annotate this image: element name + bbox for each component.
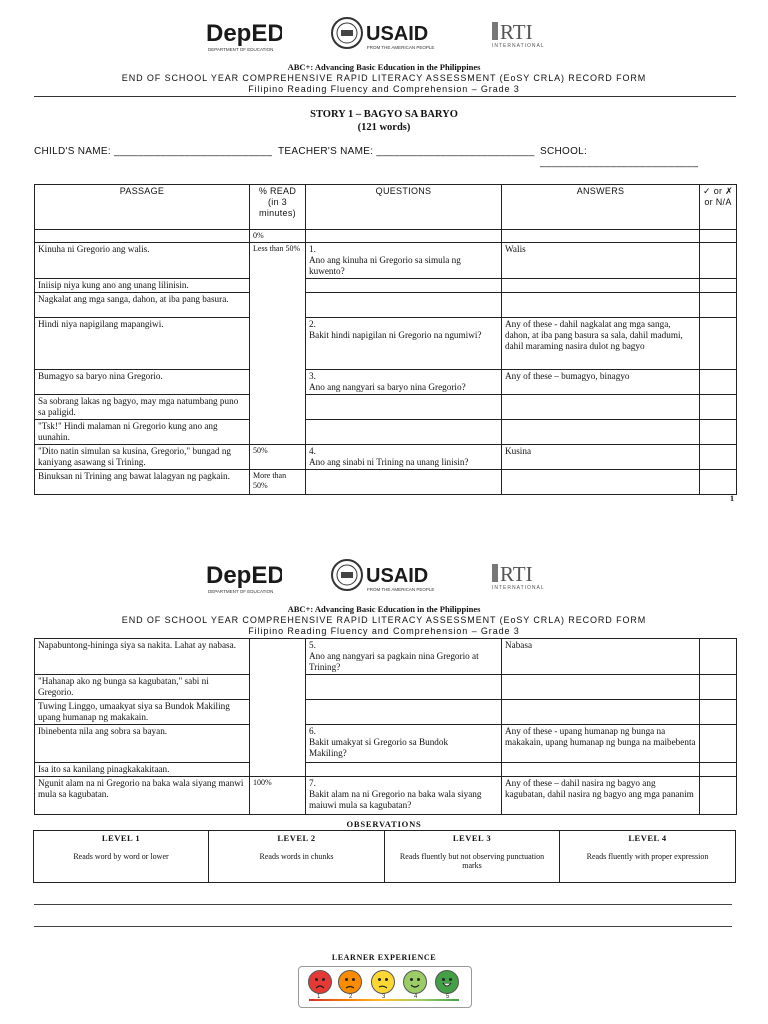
record-table-page2 <box>34 638 737 815</box>
question-cell: 2.Bakit hindi napigilan ni Gregorio na ngumiwi? <box>306 318 502 370</box>
level-2-cell[interactable]: LEVEL 2 Reads words in chunks <box>209 831 385 883</box>
svg-text:USAID: USAID <box>366 23 429 45</box>
passage-line: Ngunit alam na ni Gregorio na baka wala siyang manwi mula sa kagubatan. <box>35 777 250 815</box>
teacher-name-field[interactable]: TEACHER'S NAME: ___________________________ <box>278 146 535 157</box>
mark-cell[interactable] <box>700 318 737 370</box>
scale-label: 4 <box>414 994 418 1000</box>
mark-cell[interactable] <box>700 395 737 420</box>
mark-cell[interactable] <box>700 445 737 470</box>
answer-cell: Any of these – bumagyo, binagyo <box>502 370 700 395</box>
level-3-cell[interactable]: LEVEL 3 Reads fluently but not observing punctuation marks <box>385 831 560 883</box>
passage-line: Bumagyo sa baryo nina Gregorio. <box>35 370 250 395</box>
very-happy-face-icon[interactable] <box>435 970 459 994</box>
neutral-face-icon[interactable] <box>371 970 395 994</box>
mark-cell[interactable] <box>700 675 737 700</box>
passage-line: Iniisip niya kung ano ang unang lilinisin. <box>35 279 250 293</box>
svg-text:INTERNATIONAL: INTERNATIONAL <box>492 585 545 591</box>
svg-text:RTI: RTI <box>500 20 533 44</box>
school-field[interactable]: SCHOOL: ___________________________ <box>540 146 699 168</box>
question-cell: 7.Bakit alam na ni Gregorio na baka wala siyang maiuwi mula sa kagubatan? <box>306 777 502 815</box>
passage-line: "Dito natin simulan sa kusina, Gregorio," bungad ng kaniyang asawang si Trining. <box>35 445 250 470</box>
rti-logo <box>490 14 560 54</box>
svg-text:INTERNATIONAL: INTERNATIONAL <box>492 43 545 49</box>
record-table-page1 <box>34 184 737 495</box>
level-1-cell[interactable]: LEVEL 1 Reads word by word or lower <box>34 831 209 883</box>
mark-cell[interactable] <box>700 370 737 395</box>
learner-experience-scale <box>298 966 472 1008</box>
notes-line[interactable] <box>34 904 732 905</box>
answer-cell: Any of these – dahil nasira ng bagyo ang kagubatan, dahil nasira ng bagyo ang mga pananim <box>502 777 700 815</box>
svg-text:DepED: DepED <box>206 562 282 589</box>
form-title: END OF SCHOOL YEAR COMPREHENSIVE RAPID LITERACY ASSESSMENT (EoSY CRLA) RECORD FORM <box>121 73 647 83</box>
answer-cell: Kusina <box>502 445 700 470</box>
mark-cell[interactable] <box>700 639 737 675</box>
pct-cell: Less than 50% <box>250 243 306 445</box>
col-read-header: % READ (in 3 minutes) <box>250 185 306 230</box>
svg-text:DEPARTMENT OF EDUCATION: DEPARTMENT OF EDUCATION <box>208 589 274 594</box>
page-number: 1 <box>730 494 734 503</box>
passage-line: Hindi niya napigilang mapangiwi. <box>35 318 250 370</box>
program-name: ABC+: Advancing Basic Education in the Philippines <box>287 62 481 72</box>
scale-label: 5 <box>446 994 450 1000</box>
story-title: STORY 1 – BAGYO SA BARYO <box>310 109 458 120</box>
svg-text:USAID: USAID <box>366 565 429 587</box>
mark-cell[interactable] <box>700 763 737 777</box>
svg-text:FROM THE AMERICAN PEOPLE: FROM THE AMERICAN PEOPLE <box>367 587 435 592</box>
pct-cell: More than 50% <box>250 470 306 495</box>
deped-logo <box>206 556 282 596</box>
rti-logo <box>490 556 560 596</box>
svg-text:RTI: RTI <box>500 562 533 586</box>
svg-text:DEPARTMENT OF EDUCATION: DEPARTMENT OF EDUCATION <box>208 47 274 52</box>
pct-cell: 50% <box>250 445 306 470</box>
passage-line: Binuksan ni Trining ang bawat lalagyan ng pagkain. <box>35 470 250 495</box>
scale-label: 3 <box>382 994 386 1000</box>
scale-label: 1 <box>317 994 321 1000</box>
passage-line: "Tsk!" Hindi malaman ni Gregorio kung ano ang uunahin. <box>35 420 250 445</box>
answer-cell: Any of these - upang humanap ng bunga na makakain, upang humanap ng bunga na maibebenta <box>502 725 700 763</box>
form-title: END OF SCHOOL YEAR COMPREHENSIVE RAPID LITERACY ASSESSMENT (EoSY CRLA) RECORD FORM <box>121 615 647 625</box>
pct-cell: 0% <box>250 230 306 243</box>
pct-cell: 100% <box>250 777 306 815</box>
question-cell: 5.Ano ang nangyari sa pagkain nina Gregorio at Trining? <box>306 639 502 675</box>
passage-line: Nagkalat ang mga sanga, dahon, at iba pang basura. <box>35 293 250 318</box>
scale-label: 2 <box>349 994 353 1000</box>
observations-table <box>33 830 736 883</box>
svg-text:FROM THE AMERICAN PEOPLE: FROM THE AMERICAN PEOPLE <box>367 45 435 50</box>
very-sad-face-icon[interactable] <box>308 970 332 994</box>
question-cell: 3.Ano ang nangyari sa baryo nina Gregorio? <box>306 370 502 395</box>
usaid-logo <box>330 14 442 54</box>
form-subtitle: Filipino Reading Fluency and Comprehension – Grade 3 <box>248 84 520 94</box>
child-name-field[interactable]: CHILD'S NAME: ___________________________ <box>34 146 273 157</box>
answer-cell: Any of these - dahil nagkalat ang mga sanga, dahon, at iba pang basura sa sala, dahil madumi, dahil maraming nasira dulot ng bagyo <box>502 318 700 370</box>
passage-line: Isa ito sa kanilang pinagkakakitaan. <box>35 763 250 777</box>
program-name: ABC+: Advancing Basic Education in the Philippines <box>287 604 481 614</box>
happy-face-icon[interactable] <box>403 970 427 994</box>
mark-cell[interactable] <box>700 725 737 763</box>
col-answers-header: ANSWERS <box>502 185 700 230</box>
question-cell: 6.Bakit umakyat si Gregorio sa Bundok Makiling? <box>306 725 502 763</box>
question-cell: 1.Ano ang kinuha ni Gregorio sa simula ng kuwento? <box>306 243 502 279</box>
logo-bar <box>0 556 768 596</box>
passage-line: Ibinebenta nila ang sobra sa bayan. <box>35 725 250 763</box>
mark-cell[interactable] <box>700 243 737 279</box>
header-rule <box>34 96 736 97</box>
passage-line: "Hahanap ako ng bunga sa kagubatan," sabi ni Gregorio. <box>35 675 250 700</box>
level-4-cell[interactable]: LEVEL 4 Reads fluently with proper expression <box>560 831 736 883</box>
passage-line: Kinuha ni Gregorio ang walis. <box>35 243 250 279</box>
mark-cell[interactable] <box>700 700 737 725</box>
logo-bar <box>0 14 768 54</box>
passage-line: Tuwing Linggo, umaakyat siya sa Bundok Makiling upang humanap ng makakain. <box>35 700 250 725</box>
passage-line: Sa sobrang lakas ng bagyo, may mga natumbang puno sa paligid. <box>35 395 250 420</box>
pct-cell <box>250 639 306 777</box>
deped-logo <box>206 14 282 54</box>
answer-cell: Walis <box>502 243 700 279</box>
mark-cell[interactable] <box>700 470 737 495</box>
table-cell <box>35 230 250 243</box>
mark-cell[interactable] <box>700 777 737 815</box>
col-check-header: ✓ or ✗ or N/A <box>700 185 737 230</box>
form-subtitle: Filipino Reading Fluency and Comprehension – Grade 3 <box>248 626 520 636</box>
mark-cell[interactable] <box>700 230 737 243</box>
learner-experience-title: LEARNER EXPERIENCE <box>331 953 437 962</box>
question-cell: 4.Ano ang sinabi ni Trining na unang linisin? <box>306 445 502 470</box>
observations-title: OBSERVATIONS <box>346 819 422 829</box>
sad-face-icon[interactable] <box>338 970 362 994</box>
usaid-logo <box>330 556 442 596</box>
mark-cell[interactable] <box>700 293 737 318</box>
col-passage-header: PASSAGE <box>35 185 250 230</box>
story-word-count: (121 words) <box>357 122 411 133</box>
mark-cell[interactable] <box>700 420 737 445</box>
mark-cell[interactable] <box>700 279 737 293</box>
svg-text:DepED: DepED <box>206 20 282 47</box>
col-questions-header: QUESTIONS <box>306 185 502 230</box>
passage-line: Napabuntong-hininga siya sa nakita. Lahat ay nabasa. <box>35 639 250 675</box>
notes-line[interactable] <box>34 926 732 927</box>
answer-cell: Nabasa <box>502 639 700 675</box>
